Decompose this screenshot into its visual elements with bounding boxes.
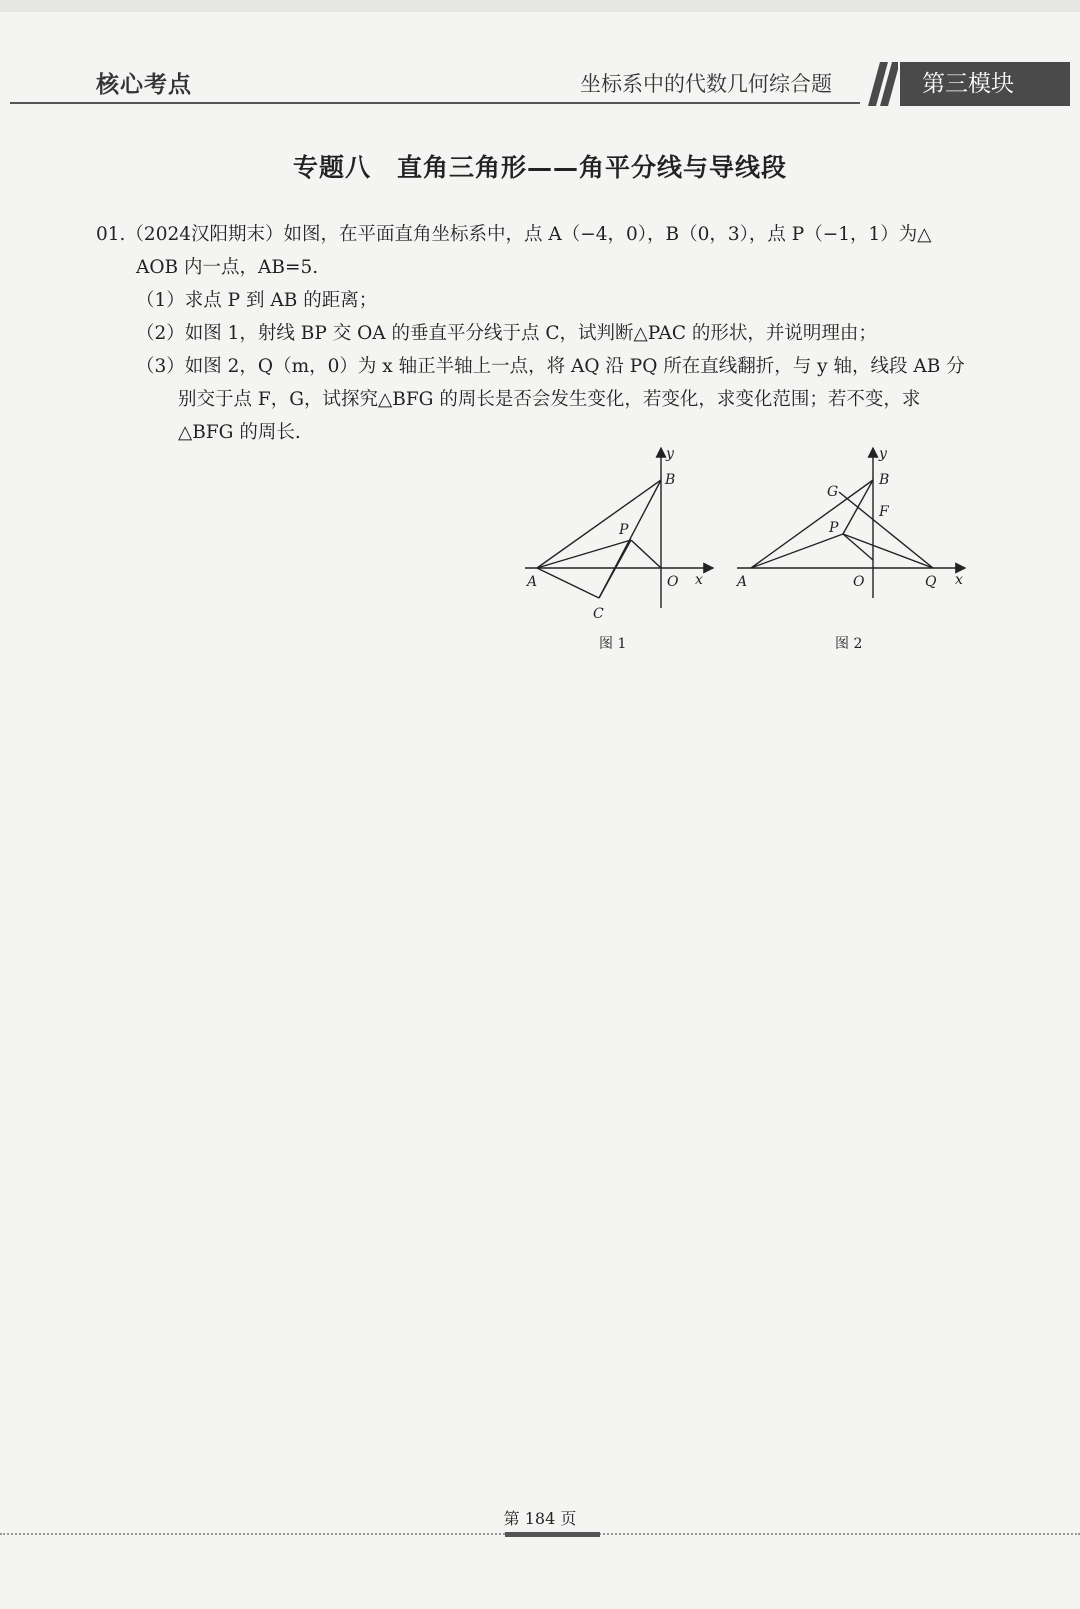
question-2: （2）如图 1，射线 BP 交 OA 的垂直平分线于点 C，试判断△PAC 的形状，并说明理由；	[136, 323, 877, 344]
figures	[525, 448, 1005, 668]
footer-bar	[505, 1532, 600, 1537]
fig2-segment-PO	[843, 534, 873, 560]
fig2-label-y: y	[879, 446, 887, 462]
fig2-label-P: P	[829, 520, 839, 536]
fig2-segment-PQ	[843, 534, 933, 568]
header-rule	[10, 102, 860, 104]
question-3-line2: 别交于点 F，G，试探究△BFG 的周长是否会发生变化，若变化，求变化范围；若不变，求	[178, 389, 921, 410]
fig1-segment-AC	[537, 568, 599, 598]
fig1-segment-PO	[631, 540, 661, 568]
fig1-label-C: C	[593, 606, 604, 622]
header-topic: 坐标系中的代数几何综合题	[580, 72, 832, 96]
fig2-label-F: F	[879, 504, 889, 520]
problem-intro-line1: 01.（2024汉阳期末）如图，在平面直角坐标系中，点 A（−4，0），B（0，3），点 P（−1，1）为△	[96, 224, 932, 245]
page-title: 专题八 直角三角形——角平分线与导线段	[292, 153, 787, 182]
fig2-label-Q: Q	[925, 574, 937, 590]
fig2-caption: 图 2	[835, 636, 863, 652]
fig1-label-B: B	[665, 472, 676, 488]
fig2-label-B: B	[879, 472, 890, 488]
question-1: （1）求点 P 到 AB 的距离；	[136, 290, 378, 311]
fig1-label-x: x	[695, 572, 703, 588]
problem-intro-line2: AOB 内一点，AB=5.	[136, 257, 319, 278]
fig1-label-y: y	[666, 446, 674, 462]
fig1-label-O: O	[667, 574, 679, 590]
figure-1-2-svg	[525, 448, 1005, 668]
page-number: 第 184 页	[503, 1509, 577, 1528]
fig2-label-O: O	[853, 574, 865, 590]
question-3-line3: △BFG 的周长.	[178, 422, 301, 443]
fig2-segment-AP	[751, 534, 843, 568]
fig2-segment-AB	[751, 480, 873, 568]
fig2-label-G: G	[827, 484, 839, 500]
question-3-line1: （3）如图 2，Q（m，0）为 x 轴正半轴上一点，将 AQ 沿 PQ 所在直线翻折，与 y 轴，线段 AB 分	[136, 356, 965, 377]
problem-01	[96, 218, 1016, 449]
page-top-edge	[0, 0, 1080, 12]
fig1-caption: 图 1	[599, 636, 627, 652]
fig2-label-x: x	[955, 572, 963, 588]
fig1-label-A: A	[527, 574, 538, 590]
fig1-segment-AB	[537, 480, 661, 568]
header-slashes-decoration	[858, 62, 898, 106]
header-module-tab: 第三模块	[900, 62, 1070, 106]
fig1-label-P: P	[619, 522, 629, 538]
header-section-label: 核心考点	[96, 72, 192, 98]
fig2-label-A: A	[737, 574, 748, 590]
